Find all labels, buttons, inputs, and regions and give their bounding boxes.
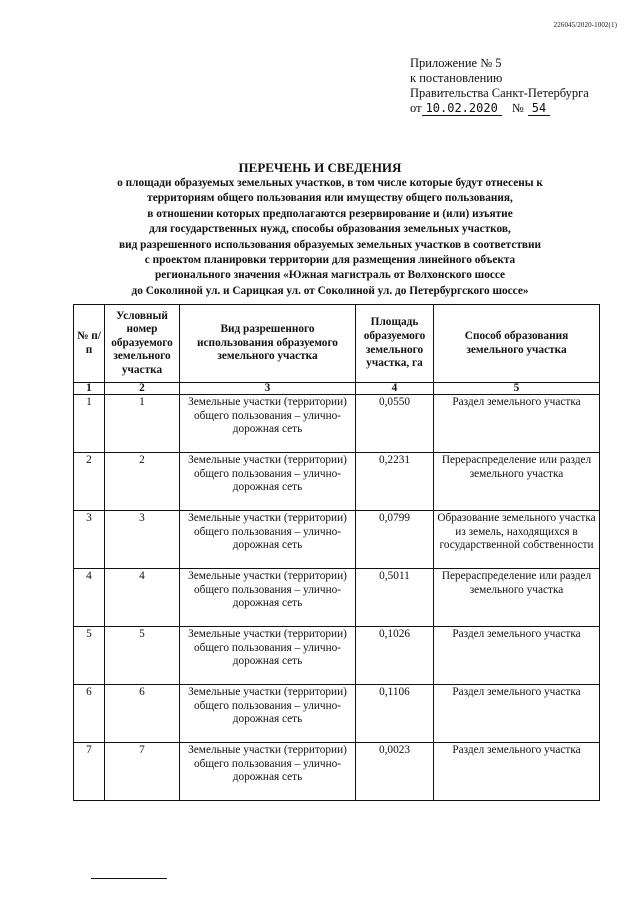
cell-formation-method: Раздел земельного участка <box>434 627 600 685</box>
number-sign: № <box>511 101 524 115</box>
decree-number: 54 <box>528 101 550 116</box>
cell-permitted-use: Земельные участки (территории) общего пользования – улично-дорожная сеть <box>180 395 356 453</box>
table-row <box>74 569 600 627</box>
cell-plot-code: 2 <box>105 453 180 511</box>
subtitle-line: для государственных нужд, способы образования земельных участков, <box>149 223 511 236</box>
cell-number: 3 <box>74 511 105 569</box>
column-number: 2 <box>105 383 180 395</box>
cell-plot-code: 1 <box>105 395 180 453</box>
cell-area: 0,2231 <box>356 453 434 511</box>
cell-number: 4 <box>74 569 105 627</box>
header-number: № п/п <box>74 305 105 383</box>
cell-number: 7 <box>74 743 105 801</box>
cell-permitted-use: Земельные участки (территории) общего пользования – улично-дорожная сеть <box>180 569 356 627</box>
cell-number: 2 <box>74 453 105 511</box>
subtitle-line: вид разрешенного использования образуемых земельных участков в соответствии <box>118 238 542 251</box>
subtitle-line: о площади образуемых земельных участков, в том числе которые будут отнесены к <box>117 177 543 189</box>
subtitle-line: с проектом планировки территории для размещения линейного объекта <box>144 254 516 267</box>
cell-formation-method: Раздел земельного участка <box>434 685 600 743</box>
cell-number: 5 <box>74 627 105 685</box>
table-row <box>74 627 600 685</box>
table-row <box>74 685 600 743</box>
cell-area: 0,1026 <box>356 627 434 685</box>
column-number: 3 <box>180 383 356 395</box>
column-number: 4 <box>356 383 434 395</box>
appendix-line-1: Приложение № 5 <box>410 56 502 70</box>
cell-plot-code: 5 <box>105 627 180 685</box>
cell-permitted-use: Земельные участки (территории) общего пользования – улично-дорожная сеть <box>180 511 356 569</box>
cell-area: 0,0799 <box>356 511 434 569</box>
header-plot-code: Условный номер образуемого земельного участка <box>105 305 180 383</box>
cell-plot-code: 7 <box>105 743 180 801</box>
table-row <box>74 453 600 511</box>
date-prefix: от <box>410 101 422 115</box>
table-row <box>74 395 600 453</box>
table-row <box>74 511 600 569</box>
table-header-row <box>74 305 600 383</box>
appendix-date-line <box>410 101 589 116</box>
cell-plot-code: 6 <box>105 685 180 743</box>
cell-permitted-use: Земельные участки (территории) общего пользования – улично-дорожная сеть <box>180 743 356 801</box>
cell-area: 0,5011 <box>356 569 434 627</box>
cell-formation-method: Раздел земельного участка <box>434 743 600 801</box>
appendix-line-2: к постановлению <box>410 71 503 85</box>
cell-formation-method: Перераспределение или раздел земельного участка <box>434 569 600 627</box>
header-formation-method: Способ образования земельного участка <box>434 305 600 383</box>
document-subtitle <box>85 176 575 299</box>
cell-area: 0,1106 <box>356 685 434 743</box>
column-number: 1 <box>74 383 105 395</box>
cell-formation-method: Перераспределение или раздел земельного участка <box>434 453 600 511</box>
table-row <box>74 743 600 801</box>
subtitle-line: в отношении которых предполагаются резервирование и (или) изъятие <box>147 207 513 220</box>
decree-date: 10.02.2020 <box>422 101 502 116</box>
column-number-row <box>74 383 600 395</box>
header-permitted-use: Вид разрешенного использования образуемого земельного участка <box>180 305 356 383</box>
cell-plot-code: 4 <box>105 569 180 627</box>
appendix-line-3: Правительства Санкт-Петербурга <box>410 86 589 100</box>
appendix-block <box>410 56 589 116</box>
cell-number: 1 <box>74 395 105 453</box>
footnote-divider <box>91 878 167 879</box>
document-title: ПЕРЕЧЕНЬ И СВЕДЕНИЯ <box>238 160 402 175</box>
subtitle-line: до Соколиной ул. и Сарицкая ул. от Соколиной ул. до Петербургского шоссе» <box>131 284 529 297</box>
column-number: 5 <box>434 383 600 395</box>
cell-plot-code: 3 <box>105 511 180 569</box>
cell-permitted-use: Земельные участки (территории) общего пользования – улично-дорожная сеть <box>180 685 356 743</box>
cell-formation-method: Образование земельного участка из земель, находящихся в государственной собственности <box>434 511 600 569</box>
cell-area: 0,0550 <box>356 395 434 453</box>
land-plots-table <box>73 304 600 801</box>
cell-permitted-use: Земельные участки (территории) общего пользования – улично-дорожная сеть <box>180 453 356 511</box>
cell-number: 6 <box>74 685 105 743</box>
subtitle-line: территориям общего пользования или имуществу общего пользования, <box>147 192 513 205</box>
cell-area: 0,0023 <box>356 743 434 801</box>
cell-permitted-use: Земельные участки (территории) общего пользования – улично-дорожная сеть <box>180 627 356 685</box>
document-code: 226045/2020-1002(1) <box>553 21 617 29</box>
cell-formation-method: Раздел земельного участка <box>434 395 600 453</box>
header-area: Площадь образуемого земельного участка, га <box>356 305 434 383</box>
subtitle-line: регионального значения «Южная магистраль от Волхонского шоссе <box>154 269 506 282</box>
